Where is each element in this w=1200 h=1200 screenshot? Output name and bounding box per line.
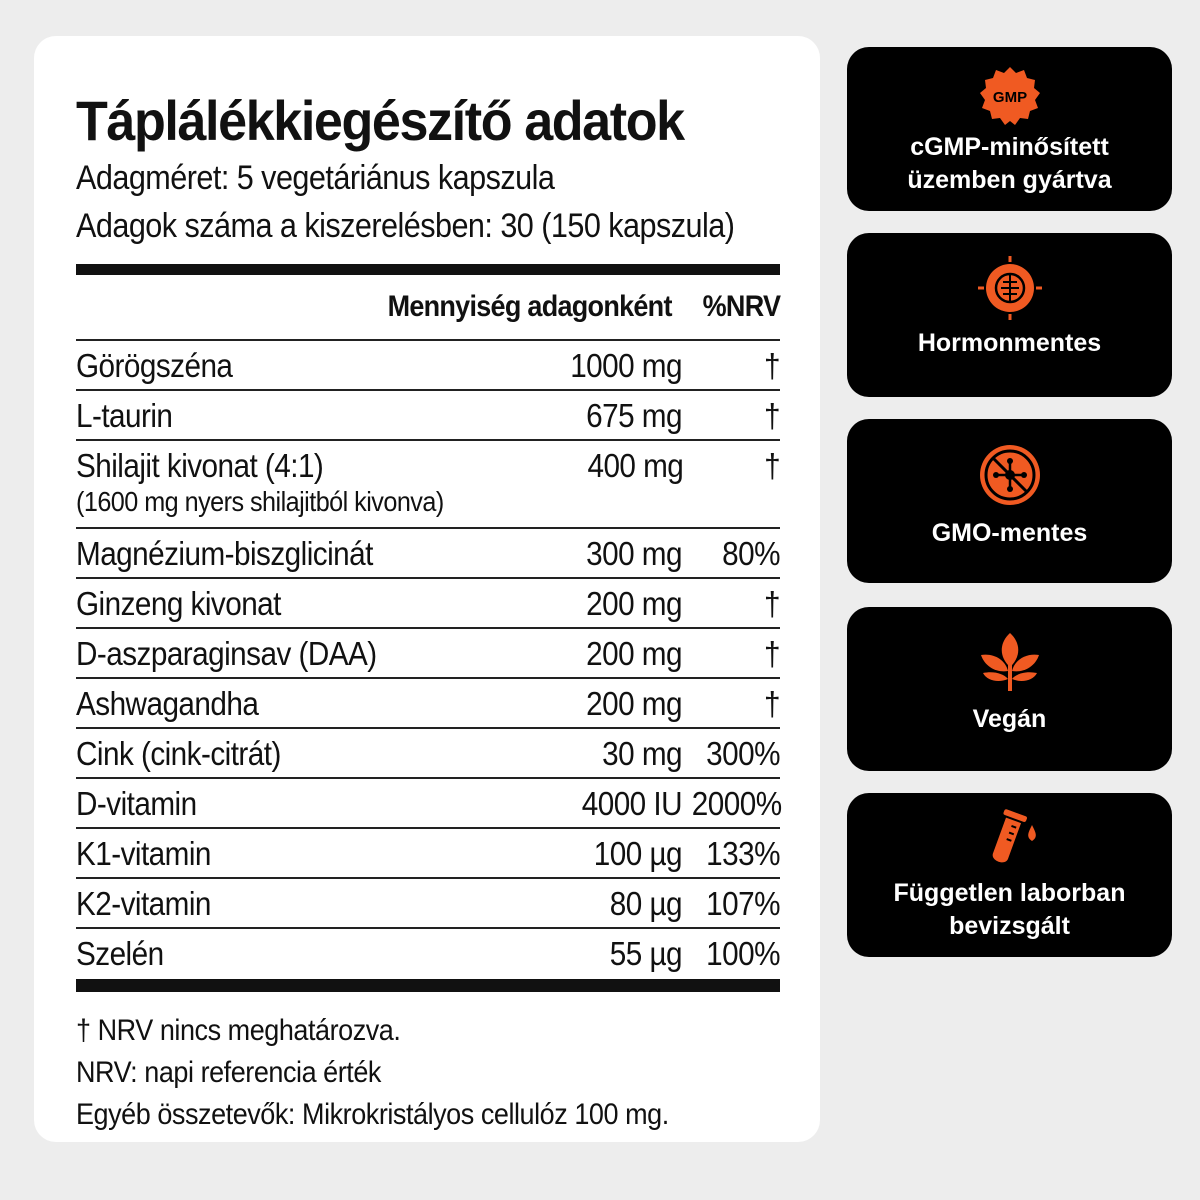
badge-gmo-free-label: GMO-mentes	[931, 519, 1088, 547]
ingredient-name-text: Cink (cink-citrát)	[76, 735, 281, 772]
ingredient-row	[76, 879, 780, 929]
ingredient-name-text: Ashwagandha	[76, 685, 259, 722]
ingredient-name	[76, 585, 441, 623]
ingredient-row	[76, 341, 780, 391]
ingredient-name-text: K2-vitamin	[76, 885, 211, 922]
panel-title: Táplálékkiegészítő adatok	[76, 89, 684, 152]
column-nrv-header: %NRV	[702, 290, 780, 323]
ingredient-name-text: Görögszéna	[76, 347, 233, 384]
gmp-seal-icon	[979, 65, 1041, 127]
ingredient-amount: 1000 mg	[570, 347, 682, 384]
ingredient-name-text: Shilajit kivonat (4:1)	[76, 447, 324, 484]
ingredient-row	[76, 779, 780, 829]
ingredient-amount: 300 mg	[586, 535, 682, 572]
ingredient-name	[76, 535, 441, 573]
ingredient-name	[76, 935, 441, 973]
ingredient-name-text: K1-vitamin	[76, 835, 211, 872]
ingredient-amount: 200 mg	[586, 685, 682, 722]
badge-vegan-label: Vegán	[972, 705, 1047, 733]
ingredient-amount: 400 mg	[586, 447, 683, 484]
ingredient-row	[76, 441, 780, 529]
ingredient-amount: 675 mg	[586, 397, 682, 434]
ingredient-nrv: †	[764, 447, 780, 484]
servings-per-container: Adagok száma a kiszerelésben: 30 (150 kapszula)	[76, 207, 735, 245]
badge-vegan	[847, 607, 1172, 771]
ingredient-nrv: †	[764, 397, 780, 434]
ingredient-nrv: †	[764, 685, 780, 722]
ingredient-name	[76, 447, 444, 519]
ingredient-nrv: 300%	[706, 735, 780, 772]
ingredient-name-text: D-vitamin	[76, 785, 197, 822]
ingredient-name	[76, 635, 441, 673]
ingredient-row	[76, 629, 780, 679]
ingredient-amount: 55 µg	[609, 935, 682, 972]
ingredient-nrv: 107%	[706, 885, 780, 922]
footnotes	[76, 1010, 710, 1136]
ingredient-name	[76, 735, 441, 773]
ingredient-name	[76, 835, 441, 873]
badge-lab-tested	[847, 793, 1172, 957]
ingredient-row	[76, 679, 780, 729]
column-amount-header: Mennyiség adagonként	[387, 290, 672, 323]
ingredient-name	[76, 785, 441, 823]
ingredient-row	[76, 929, 780, 979]
ingredient-name-text: L-taurin	[76, 397, 173, 434]
badge-lab-tested-line-2: bevizsgált	[949, 912, 1070, 940]
ingredient-list	[76, 341, 780, 979]
badge-gmp	[847, 47, 1172, 211]
badge-lab-tested-line-1: Független laborban	[893, 879, 1126, 907]
ingredient-nrv: †	[764, 585, 780, 622]
badge-hormone-free	[847, 233, 1172, 397]
thick-divider	[76, 264, 780, 275]
ingredient-name	[76, 397, 441, 435]
ingredient-nrv: 100%	[706, 935, 780, 972]
bottom-divider	[76, 979, 780, 992]
gmp-seal-text: GMP	[992, 89, 1027, 106]
ingredient-note: (1600 mg nyers shilajitból kivonva)	[76, 486, 444, 517]
ingredient-row	[76, 579, 780, 629]
supplement-facts-panel	[34, 36, 820, 1142]
ingredient-nrv: 133%	[706, 835, 780, 872]
badge-gmp-line-1: cGMP-minősített	[910, 133, 1109, 161]
ingredient-name	[76, 685, 441, 723]
ingredient-amount: 100 µg	[593, 835, 682, 872]
serving-size: Adagméret: 5 vegetáriánus kapszula	[76, 159, 555, 197]
ingredient-name-text: D-aszparaginsav (DAA)	[76, 635, 377, 672]
footnote-other-ingredients: Egyéb összetevők: Mikrokristályos cellulóz 100 mg.	[76, 1098, 669, 1131]
gmo-free-icon	[976, 441, 1044, 509]
ingredient-name	[76, 885, 441, 923]
ingredient-name-text: Szelén	[76, 935, 164, 972]
ingredient-row	[76, 729, 780, 779]
footnote-dagger: † NRV nincs meghatározva.	[76, 1014, 401, 1047]
test-tube-icon	[978, 807, 1042, 873]
leaf-icon	[975, 627, 1045, 697]
ingredient-amount: 80 µg	[609, 885, 682, 922]
badge-hormone-free-label: Hormonmentes	[917, 329, 1102, 357]
badge-gmp-line-2: üzemben gyártva	[907, 166, 1112, 194]
badge-gmo-free	[847, 419, 1172, 583]
ingredient-nrv: †	[764, 347, 780, 384]
ingredient-name-text: Magnézium-biszglicinát	[76, 535, 373, 572]
ingredient-name-text: Ginzeng kivonat	[76, 585, 281, 622]
ingredient-amount: 200 mg	[586, 635, 682, 672]
ingredient-nrv: 80%	[722, 535, 780, 572]
ingredient-amount: 4000 IU	[581, 785, 682, 822]
ingredient-amount: 30 mg	[602, 735, 682, 772]
ingredient-name	[76, 347, 441, 385]
ingredient-nrv: †	[764, 635, 780, 672]
column-header	[76, 275, 780, 339]
hormone-free-icon	[975, 253, 1045, 323]
ingredient-nrv: 2000%	[691, 785, 782, 822]
footnote-nrv: NRV: napi referencia érték	[76, 1056, 381, 1089]
ingredient-row	[76, 829, 780, 879]
ingredient-amount: 200 mg	[586, 585, 682, 622]
ingredient-row	[76, 391, 780, 441]
ingredient-row	[76, 529, 780, 579]
